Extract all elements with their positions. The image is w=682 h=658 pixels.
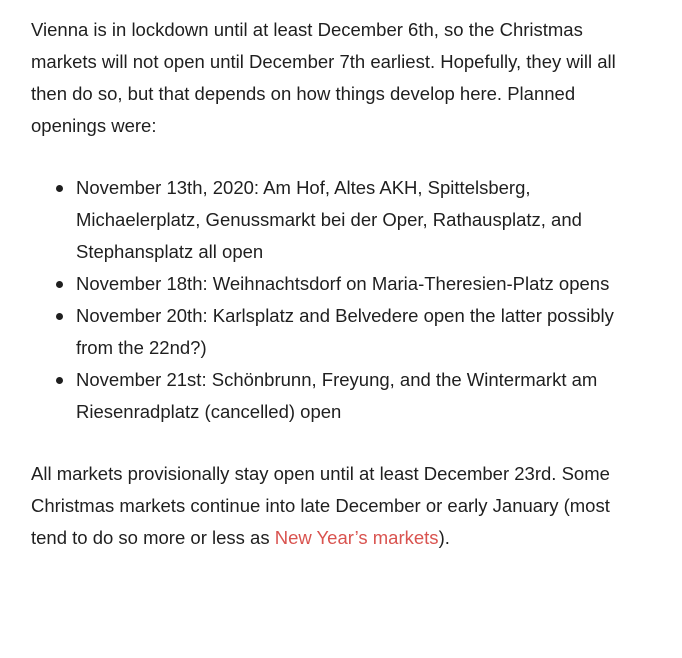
list-item: November 21st: Schönbrunn, Freyung, and the Wintermarkt am Riesenradplatz (cancelled) open xyxy=(76,364,631,428)
closing-text-before: All markets provisionally stay open until at least December 23rd. Some Christmas markets continue into late December or early January (most tend to do so more or less as xyxy=(31,463,610,548)
closing-text-after: ). xyxy=(438,527,450,548)
new-years-markets-link[interactable]: New Year’s markets xyxy=(274,527,439,548)
list-item: November 13th, 2020: Am Hof, Altes AKH, Spittelsberg, Michaelerplatz, Genussmarkt bei der Oper, Rathausplatz, and Stephansplatz all open xyxy=(76,172,631,268)
list-item: November 20th: Karlsplatz and Belvedere open the latter possibly from the 22nd?) xyxy=(76,300,631,364)
closing-paragraph xyxy=(31,458,631,554)
intro-paragraph: Vienna is in lockdown until at least December 6th, so the Christmas markets will not open until December 7th earliest. Hopefully, they will all then do so, but that depends on how things develop here. Planned openings were: xyxy=(31,19,616,136)
list-item: November 18th: Weihnachtsdorf on Maria-Theresien-Platz opens xyxy=(76,268,631,300)
article-body xyxy=(31,14,631,554)
openings-list xyxy=(31,172,631,428)
